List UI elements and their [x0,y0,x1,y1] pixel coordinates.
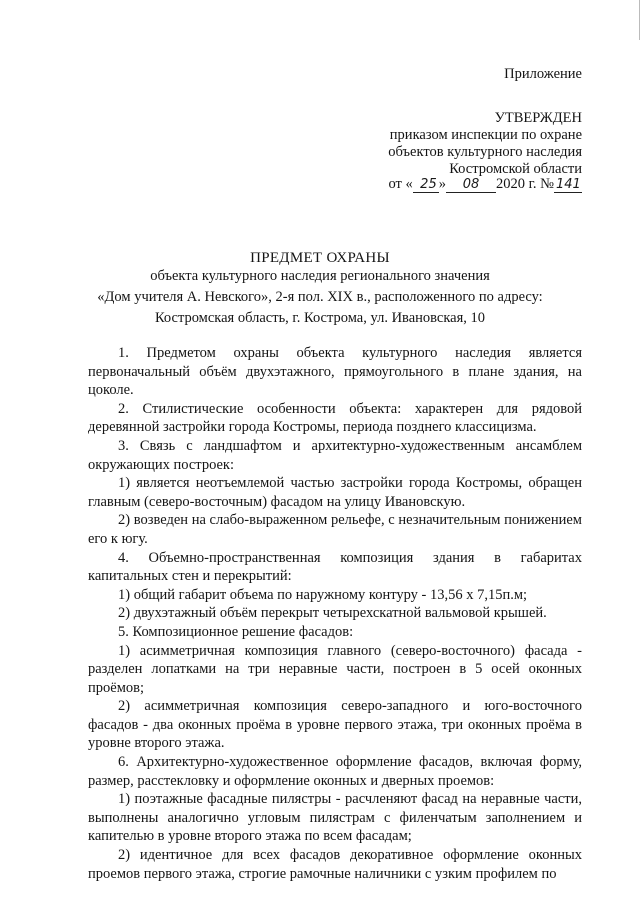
paragraph: 1) асимметричная композиция главного (северо-восточного) фасада - разделен лопатками на три неравные части, построен в 5 осей оконных проёмов; [88,642,582,696]
approval-region-line: Костромской области [449,161,582,177]
document-body [88,344,582,883]
paragraph: 1) поэтажные фасадные пилястры - расчленяют фасад на неравные части, выполнены аналогично угловым пилястрам с филенчатым заполнением и капителью в уровне второго этажа по всем фасадам; [88,791,582,845]
approved-heading: УТВЕРЖДЕН [494,110,582,126]
document-title: ПРЕДМЕТ ОХРАНЫ [250,250,390,266]
handwritten-day: 25 [413,178,439,193]
date-prefix: от « [388,176,413,192]
paragraph: 1. Предметом охраны объекта культурного наследия является первоначальный объём двухэтажного, прямоугольного в плане здания, на цоколе. [88,345,582,399]
subtitle-line-1: объекта культурного наследия регионального значения [150,268,490,284]
paragraph: 5. Композиционное решение фасадов: [118,623,354,640]
paragraph: 1) общий габарит объема по наружному контуру - 13,56 х 7,15п.м; [118,586,528,603]
approval-date-line [388,176,582,193]
paragraph: 1) является неотъемлемой частью застройки города Костромы, обращен главным (северо-восточным) фасадом на улицу Ивановскую. [88,475,582,510]
handwritten-month: 08 [446,178,496,193]
approval-heritage-line: объектов культурного наследия [388,144,582,160]
date-mid: » [438,176,446,192]
appendix-label: Приложение [504,66,582,82]
paragraph: 2) идентичное для всех фасадов декоративное оформление оконных проемов первого этажа, строгие рамочные наличники с узким профилем по [88,847,582,882]
year-and-number-label: 2020 г. № [495,176,554,192]
paragraph: 2. Стилистические особенности объекта: характерен для рядовой деревянной застройки города Костромы, периода позднего классицизма. [88,400,582,436]
paragraph: 4. Объемно-пространственная композиция здания в габаритах капитальных стен и перекрытий: [88,549,582,585]
subtitle-line-3: Костромская область, г. Кострома, ул. Ивановская, 10 [154,310,486,326]
paragraph: 2) возведен на слабо-выраженном рельефе, с незначительным понижением его к югу. [88,512,582,547]
paragraph: 3. Связь с ландшафтом и архитектурно-художественным ансамблем окружающих построек: [88,437,582,473]
paragraph: 6. Архитектурно-художественное оформление фасадов, включая форму, размер, расстекловку и оформление оконных и дверных проемов: [88,754,582,789]
handwritten-order-number: 141 [556,177,581,192]
paragraph: 2) асимметричная композиция северо-западного и юго-восточного фасадов - два оконных проёма в уровне первого этажа, три оконных проёма в уровне второго этажа. [88,698,582,752]
subtitle-line-2: «Дом учителя А. Невского», 2-я пол. XIX в., расположенного по адресу: [97,289,543,305]
paragraph: 2) двухэтажный объём перекрыт четырехскатной вальмовой крышей. [118,605,547,622]
approval-order-line: приказом инспекции по охране [389,127,582,143]
